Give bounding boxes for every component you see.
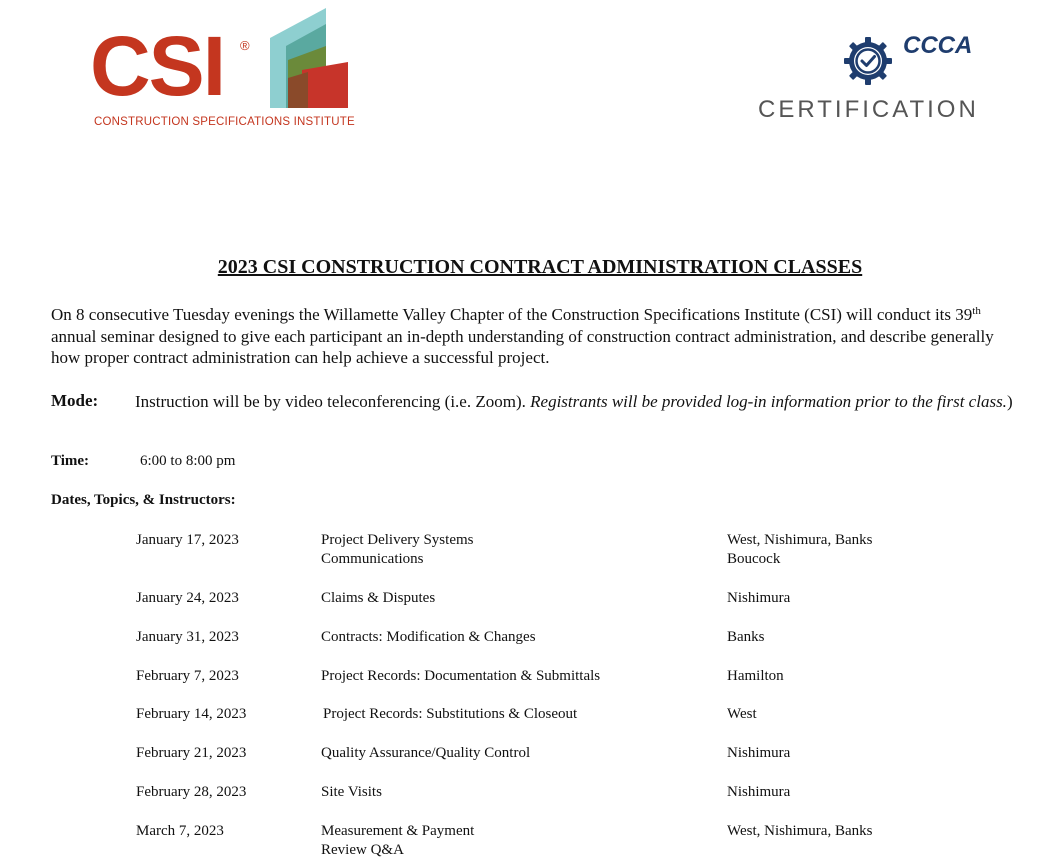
registered-mark: ® (240, 38, 250, 53)
time-label: Time: (51, 453, 90, 469)
schedule-instructors: Hamilton (727, 668, 784, 684)
ccca-acronym: CCCA (903, 32, 973, 59)
schedule-instructors: Nishimura (727, 784, 791, 800)
schedule-topic (321, 822, 474, 860)
schedule-instructors: Nishimura (727, 590, 791, 606)
schedule-instructors: Banks (727, 629, 765, 645)
schedule-topic: Project Records: Documentation & Submittals (321, 668, 601, 684)
time-value: 6:00 to 8:00 pm (140, 453, 236, 469)
intro-text-end: annual seminar designed to give each participant an in-depth understanding of construction contract administration, and describe generally how proper contract administration can help achieve a successful project. (51, 326, 994, 367)
topic-line: Communications (321, 551, 424, 567)
schedule-topic: Project Records: Substitutions & Closeout (323, 706, 578, 722)
csi-logo-letters: CSI (90, 19, 225, 113)
document-title: 2023 CSI CONSTRUCTION CONTRACT ADMINISTRATION CLASSES (217, 256, 863, 278)
schedule-topic: Contracts: Modification & Changes (321, 629, 536, 645)
mode-label: Mode: (51, 391, 99, 410)
schedule-topic: Quality Assurance/Quality Control (321, 745, 531, 761)
topic-line: Measurement & Payment (321, 823, 475, 839)
intro-text-start: On 8 consecutive Tuesday evenings the Willamette Valley Chapter of the Construction Specifications Institute (CSI) will conduct its 39 (51, 305, 973, 324)
schedule-instructors: West (727, 706, 757, 722)
schedule-topic: Claims & Disputes (321, 590, 436, 606)
mode-italic-note: Registrants will be provided log-in information prior to the first class. (530, 392, 1007, 411)
schedule-topic: Site Visits (321, 784, 382, 800)
topic-line: Review Q&A (321, 842, 404, 858)
schedule-date: January 17, 2023 (136, 532, 239, 548)
schedule-topic (321, 531, 473, 569)
schedule-date: February 14, 2023 (136, 706, 247, 722)
schedule-heading: Dates, Topics, & Instructors: (51, 492, 236, 508)
mode-close-paren: ) (1006, 392, 1013, 411)
schedule-date: January 24, 2023 (136, 590, 239, 606)
schedule-date: January 31, 2023 (136, 629, 239, 645)
instructor-line: West, Nishimura, Banks (727, 532, 873, 548)
schedule-date: February 21, 2023 (136, 745, 247, 761)
schedule-date: March 7, 2023 (136, 823, 224, 839)
topic-line: Project Delivery Systems (321, 532, 474, 548)
ordinal-suffix: th (972, 305, 981, 317)
schedule-instructors: West, Nishimura, Banks (727, 823, 873, 839)
instructor-line: Boucock (727, 551, 781, 567)
schedule-date: February 7, 2023 (136, 668, 239, 684)
certification-word: CERTIFICATION (758, 96, 979, 123)
schedule-instructors: Nishimura (727, 745, 791, 761)
schedule-instructors (727, 531, 872, 569)
mode-text: Instruction will be by video teleconferencing (i.e. Zoom). (135, 392, 531, 411)
csi-tagline: CONSTRUCTION SPECIFICATIONS INSTITUTE (94, 116, 355, 128)
schedule-date: February 28, 2023 (136, 784, 247, 800)
